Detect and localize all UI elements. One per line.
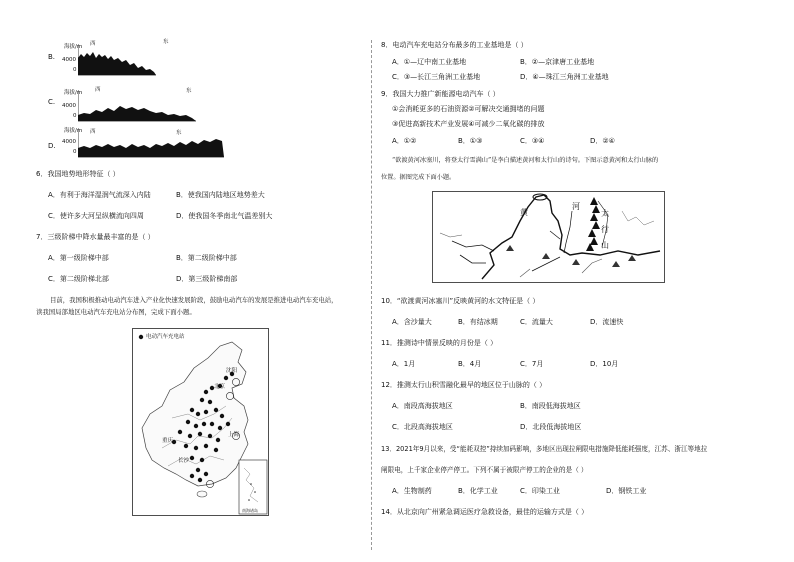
profile-d-west: 西 xyxy=(90,129,96,135)
q9-option-b[interactable]: B．①③ xyxy=(458,137,483,145)
station-dot xyxy=(214,448,218,452)
city-shenyang: 沈阳 xyxy=(226,368,238,374)
station-dot xyxy=(216,438,220,442)
ev-charging-map xyxy=(132,328,269,516)
profile-b-option: B. xyxy=(48,53,56,61)
station-dot xyxy=(220,414,224,418)
station-dot xyxy=(210,422,214,426)
profile-d-tick0: 0 xyxy=(73,149,77,155)
profile-b xyxy=(38,38,168,78)
q14-stem: 14．从北京向广州紧急调运医疗急救设备，最佳的运输方式是（ ） xyxy=(381,508,589,516)
station-dot xyxy=(194,424,198,428)
q12-option-a[interactable]: A．南段高海拔地区 xyxy=(392,402,453,410)
q11-stem: 11．推测诗中情景反映的月份是（ ） xyxy=(381,339,498,347)
station-dot xyxy=(186,420,190,424)
profile-d-axis-title: 海拔/m xyxy=(64,128,83,134)
station-dot xyxy=(188,434,192,438)
city-changsha: 长沙 xyxy=(178,458,190,464)
q12-option-d[interactable]: D．北段低海拔地区 xyxy=(520,423,582,431)
q8-option-c[interactable]: C．③—长江三角洲工业基地 xyxy=(392,73,481,81)
q13-option-c[interactable]: C．印染工业 xyxy=(520,487,560,495)
station-dot xyxy=(208,400,212,404)
station-dot xyxy=(196,412,200,416)
q10-stem: 10．“欲渡黄河冰塞川”反映黄河的水文特征是（ ） xyxy=(381,297,540,305)
column-divider xyxy=(371,40,372,550)
station-dot xyxy=(202,422,206,426)
q8-option-b[interactable]: B．②—京津唐工业基地 xyxy=(520,58,595,66)
profile-b-terrain xyxy=(78,44,158,76)
station-dot xyxy=(226,422,230,426)
label-shan: 山 xyxy=(601,241,609,250)
q13-option-d[interactable]: D．钢铁工业 xyxy=(606,487,647,495)
station-dot xyxy=(190,474,194,478)
station-dot xyxy=(200,398,204,402)
q11-option-d[interactable]: D．10月 xyxy=(590,360,619,368)
q8-option-d[interactable]: D．④—珠江三角洲工业基地 xyxy=(520,73,609,81)
station-dot xyxy=(178,430,182,434)
station-dot xyxy=(190,408,194,412)
q9-option-c[interactable]: C．③④ xyxy=(520,137,545,145)
profile-c-terrain xyxy=(78,90,198,122)
station-dot xyxy=(204,444,208,448)
q11-option-b[interactable]: B．4月 xyxy=(458,360,482,368)
q12-option-b[interactable]: B．南段低海拔地区 xyxy=(520,402,581,410)
yellow-river-figure xyxy=(432,191,665,283)
inset-label: 南海诸岛 xyxy=(242,508,258,513)
passage2-line2: 位置。据图完成下面小题。 xyxy=(381,174,456,181)
q10-option-c[interactable]: C．流量大 xyxy=(520,318,553,326)
passage2-line1: “欲渡黄河冰塞川，将登太行雪满山”是李白描述黄河和太行山的诗句。下图示意黄河和太行山脉的 xyxy=(392,157,659,164)
profile-b-axis-title: 海拔/m xyxy=(64,44,83,50)
profile-b-east: 东 xyxy=(163,39,169,45)
profile-d-tick: 4000 xyxy=(62,139,76,145)
q12-option-c[interactable]: C．北段高海拔地区 xyxy=(392,423,453,431)
label-huang: 黄 xyxy=(520,208,528,217)
label-xing: 行 xyxy=(601,225,609,234)
station-dot xyxy=(204,472,208,476)
q8-stem: 8．电动汽车充电站分布最多的工业基地是（ ） xyxy=(381,41,528,49)
q7-option-b[interactable]: B．第二级阶梯中部 xyxy=(176,254,237,262)
q9-stem: 9．我国大力推广新能源电动汽车（ ） xyxy=(381,90,500,98)
q12-stem: 12．推测太行山积雪融化最早的地区位于山脉的（ ） xyxy=(381,381,547,389)
station-dot xyxy=(198,432,202,436)
city-beijing: 北京 xyxy=(214,384,226,390)
q13-line2: 闸限电，上千家企业停产停工。下列不属于被限产停工的企业的是（ ） xyxy=(381,466,588,474)
station-dot xyxy=(200,458,204,462)
station-dot xyxy=(190,456,194,460)
profile-b-west: 西 xyxy=(90,41,96,47)
q13-line1: 13．2021年9月以来，受“能耗双控”持续加码影响，多地区出现拉闸限电措施降低能耗强度，江苏、浙江等地拉 xyxy=(381,445,708,453)
q6-stem: 6．我国地势地形特征（ ） xyxy=(36,170,120,178)
ev-map-figure xyxy=(132,328,269,516)
q10-option-d[interactable]: D．流速快 xyxy=(590,318,624,326)
q6-option-c[interactable]: C．使许多大河呈纵横流向四周 xyxy=(48,212,144,220)
q8-option-a[interactable]: A．①—辽中南工业基地 xyxy=(392,58,467,66)
q9-statement-2: ③促进高新技术产业发展④可减少二氧化碳的排放 xyxy=(392,120,545,128)
q11-option-a[interactable]: A．1月 xyxy=(392,360,416,368)
city-shanghai: 上海 xyxy=(228,432,240,438)
q7-stem: 7．三级阶梯中降水量最丰富的是（ ） xyxy=(36,233,155,241)
profile-c xyxy=(38,82,198,124)
city-chongqing: 重庆 xyxy=(162,438,174,444)
station-dot xyxy=(198,478,202,482)
q13-option-b[interactable]: B．化学工业 xyxy=(458,487,498,495)
profile-c-west: 西 xyxy=(95,87,101,93)
q6-option-b[interactable]: B．使我国内陆地区地势差大 xyxy=(176,191,265,199)
station-dot xyxy=(196,468,200,472)
q6-option-a[interactable]: A．有利于海洋湿润气流深入内陆 xyxy=(48,191,151,199)
legend-dot-icon xyxy=(139,335,143,339)
passage1-line1: 目前，我国积极推动电动汽车进入产业化快速发展阶段，鼓励电动汽车的发展是推进电动汽车充电站， xyxy=(50,296,338,304)
q9-option-a[interactable]: A．①② xyxy=(392,137,417,145)
station-dot xyxy=(214,408,218,412)
profile-c-east: 东 xyxy=(186,88,192,94)
profile-b-tick0: 0 xyxy=(73,67,77,73)
q9-option-d[interactable]: D．②④ xyxy=(590,137,615,145)
profile-b-tick: 4000 xyxy=(62,57,76,63)
q10-option-b[interactable]: B．有结冰期 xyxy=(458,318,498,326)
station-dot xyxy=(194,446,198,450)
profile-c-tick0: 0 xyxy=(73,113,77,119)
station-dot xyxy=(204,410,208,414)
q7-option-d[interactable]: D．第三级阶梯南部 xyxy=(176,275,238,283)
profile-d-terrain xyxy=(78,128,226,158)
profile-d-option: D. xyxy=(48,142,56,150)
station-dot xyxy=(184,444,188,448)
label-he: 河 xyxy=(572,202,580,211)
q7-option-a[interactable]: A．第一级阶梯中部 xyxy=(48,254,109,262)
station-dot xyxy=(208,434,212,438)
profile-d-east: 东 xyxy=(176,130,182,136)
passage1-line2: 读我国局部地区电动汽车充电站分布图，完成下面小题。 xyxy=(36,308,196,316)
profile-c-axis-title: 海拔/m xyxy=(64,90,83,96)
station-dot xyxy=(204,390,208,394)
q7-option-c[interactable]: C．第二级阶梯北部 xyxy=(48,275,109,283)
q6-option-d[interactable]: D．使我国冬季南北气温差别大 xyxy=(176,212,273,220)
profile-d xyxy=(38,126,198,168)
q9-statement-1: ①会消耗更多的石油资源②可解决交通拥堵的问题 xyxy=(392,105,545,113)
profile-c-option: C. xyxy=(48,98,56,106)
label-tai: 太 xyxy=(601,209,609,218)
station-dot xyxy=(218,426,222,430)
station-dot xyxy=(224,376,228,380)
profile-c-tick: 4000 xyxy=(62,103,76,109)
ev-map-legend: 电动汽车充电站 xyxy=(146,334,185,340)
q13-option-a[interactable]: A．生物制药 xyxy=(392,487,432,495)
yellow-river-map xyxy=(432,191,665,283)
q11-option-c[interactable]: C．7月 xyxy=(520,360,544,368)
q10-option-a[interactable]: A．含沙量大 xyxy=(392,318,432,326)
